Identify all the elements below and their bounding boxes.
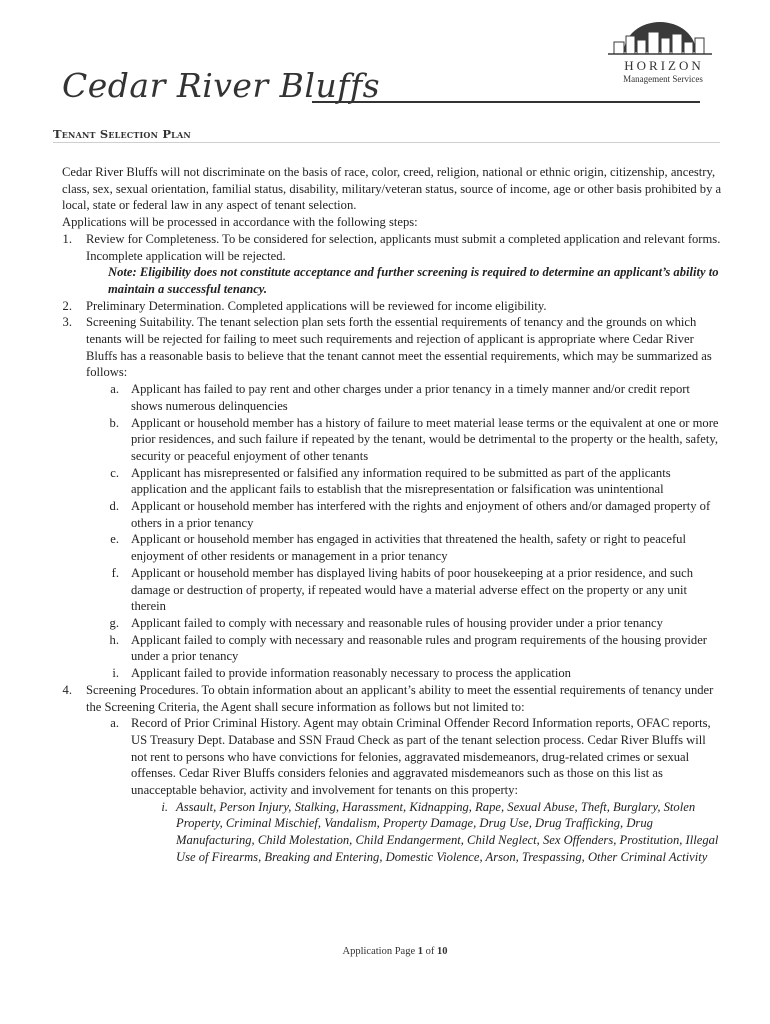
list-item-step-4a	[62, 715, 722, 799]
total-page-number: 10	[436, 946, 448, 957]
list-letter: d.	[109, 499, 119, 514]
list-text: Applicant or household member has interfered with the rights and enjoyment of others and/or damaged property of others in a prior tenancy	[131, 499, 711, 530]
list-item-step-3a	[62, 381, 722, 414]
page-footer	[0, 946, 770, 957]
section-divider	[53, 142, 720, 143]
title-underline	[312, 101, 700, 103]
intro-paragraph: Cedar River Bluffs will not discriminate on the basis of race, color, creed, religion, national or ethnic origin, citizenship, ancestry, class, sex, sexual orientation, familial status, disability, military/veteran status, source of income, age or other basis prohibited by a local, state or federal law in any aspect of tenant selection.	[62, 165, 722, 213]
list-number: 2.	[62, 298, 72, 313]
list-item-step-1	[62, 231, 722, 264]
list-letter: a.	[110, 382, 119, 397]
list-letter: c.	[110, 465, 119, 480]
list-item-step-2	[62, 298, 722, 315]
logo-subtitle: Management Services	[623, 74, 703, 84]
list-item-step-3c	[62, 465, 722, 498]
logo-name: HORIZON	[624, 58, 704, 73]
list-item-step-3d	[62, 498, 722, 531]
list-letter: h.	[109, 632, 119, 647]
list-text: Screening Procedures. To obtain information about an applicant’s ability to meet the essential requirements of tenancy under the Screening Criteria, the Agent shall secure information as follows but not limited to:	[86, 682, 714, 714]
list-item-step-3h	[62, 632, 722, 665]
list-item-step-4a-i	[62, 799, 722, 866]
list-text: Screening Suitability. The tenant selection plan sets forth the essential requirements of tenancy and the grounds on which tenants will be rejected for failing to meet such requirements and rejection of applicant is appropriate where Cedar River Bluffs has a reasonable basis to believe that the tenant cannot meet the essential requirements, which may be summarized as follows:	[86, 315, 712, 380]
list-letter: b.	[109, 415, 119, 430]
list-item-step-3g	[62, 615, 722, 632]
list-item-step-3f	[62, 565, 722, 615]
list-text: Assault, Person Injury, Stalking, Harassment, Kidnapping, Rape, Sexual Abuse, Theft, Burglary, Stolen Property, Criminal Mischief, Vandalism, Property Damage, Drug Use, Drug Trafficking, Drug Manufacturing, Child Molestation, Child Endangerment, Child Neglect, Sex Offenders, Prostitution, Illegal Use of Firearms, Breaking and Entering, Domestic Violence, Arson, Trespassing, Other Criminal Activity	[176, 799, 719, 864]
skyline-icon	[606, 20, 714, 60]
steps-intro: Applications will be processed in accordance with the following steps:	[62, 215, 418, 230]
section-title: Tenant Selection Plan	[53, 127, 191, 141]
list-text: Record of Prior Criminal History. Agent may obtain Criminal Offender Record Information reports, OFAC reports, US Treasury Dept. Database and SSN Fraud Check as part of the tenant selection process. Cedar River Bluffs will not rent to persons who have convictions for felonies, aggravated misdemeanors, drug-related crimes or sexual offenses. Cedar River Bluffs considers felonies and aggravated misdemeanors such as those on this list as unacceptable behavior, activity and involvement for tenants on this property:	[131, 716, 711, 798]
eligibility-note: Note: Eligibility does not constitute acceptance and further screening is required to determine an applicant’s ability to maintain a successful tenancy.	[108, 265, 719, 296]
list-text: Applicant or household member has displayed living habits of poor housekeeping at a prior residence, and such damage or destruction of property, if repeated would have a material adverse effect on the property or any unit therein	[131, 565, 694, 614]
list-text: Applicant has misrepresented or falsified any information required to be submitted as part of the applicants application and the applicant fails to establish that the misrepresentation or falsification was unintentional	[131, 465, 671, 497]
document-body	[62, 164, 722, 866]
horizon-logo	[606, 20, 714, 86]
footer-prefix: Application Page	[342, 946, 416, 957]
list-text: Applicant failed to provide information reasonably necessary to process the application	[131, 666, 571, 681]
footer-of: of	[425, 946, 435, 957]
list-number: 3.	[62, 315, 72, 330]
list-number: 4.	[62, 682, 72, 697]
list-item-step-3i	[62, 665, 722, 682]
list-item-step-3e	[62, 531, 722, 564]
list-text: Applicant or household member has a history of failure to meet material lease terms or the equivalent at one or more prior residences, and such failure if repeated by the tenant, would be detrimental to the property or the health, safety, security or peaceful enjoyment of other tenants	[131, 415, 719, 463]
list-text: Applicant failed to comply with necessary and reasonable rules of housing provider under a prior tenancy	[131, 615, 663, 630]
list-letter: i.	[112, 666, 119, 681]
list-text: Applicant failed to comply with necessary and reasonable rules and program requirements of the housing provider under a prior tenancy	[131, 632, 707, 664]
list-letter: e.	[110, 532, 119, 547]
list-letter: g.	[109, 615, 119, 630]
list-text: Applicant has failed to pay rent and other charges under a prior tenancy in a timely manner and/or credit report shows numerous delinquencies	[131, 382, 690, 413]
list-item-step-4	[62, 682, 722, 715]
list-text: Applicant or household member has engaged in activities that threatened the health, safety or right to peaceful enjoyment of other residents or management in a prior tenancy	[131, 532, 686, 564]
list-letter: f.	[111, 565, 119, 580]
list-item-step-3b	[62, 415, 722, 465]
list-text: Review for Completeness. To be considered for selection, applicants must submit a completed application and relevant forms. Incomplete application will be rejected.	[86, 231, 721, 263]
list-letter: a.	[110, 716, 119, 731]
list-roman: i.	[161, 799, 168, 814]
current-page-number: 1	[417, 946, 423, 957]
property-name: Cedar River Bluffs	[62, 66, 381, 105]
list-item-step-3	[62, 314, 722, 381]
list-number: 1.	[62, 231, 72, 246]
list-text: Preliminary Determination. Completed applications will be reviewed for income eligibility.	[86, 298, 547, 313]
